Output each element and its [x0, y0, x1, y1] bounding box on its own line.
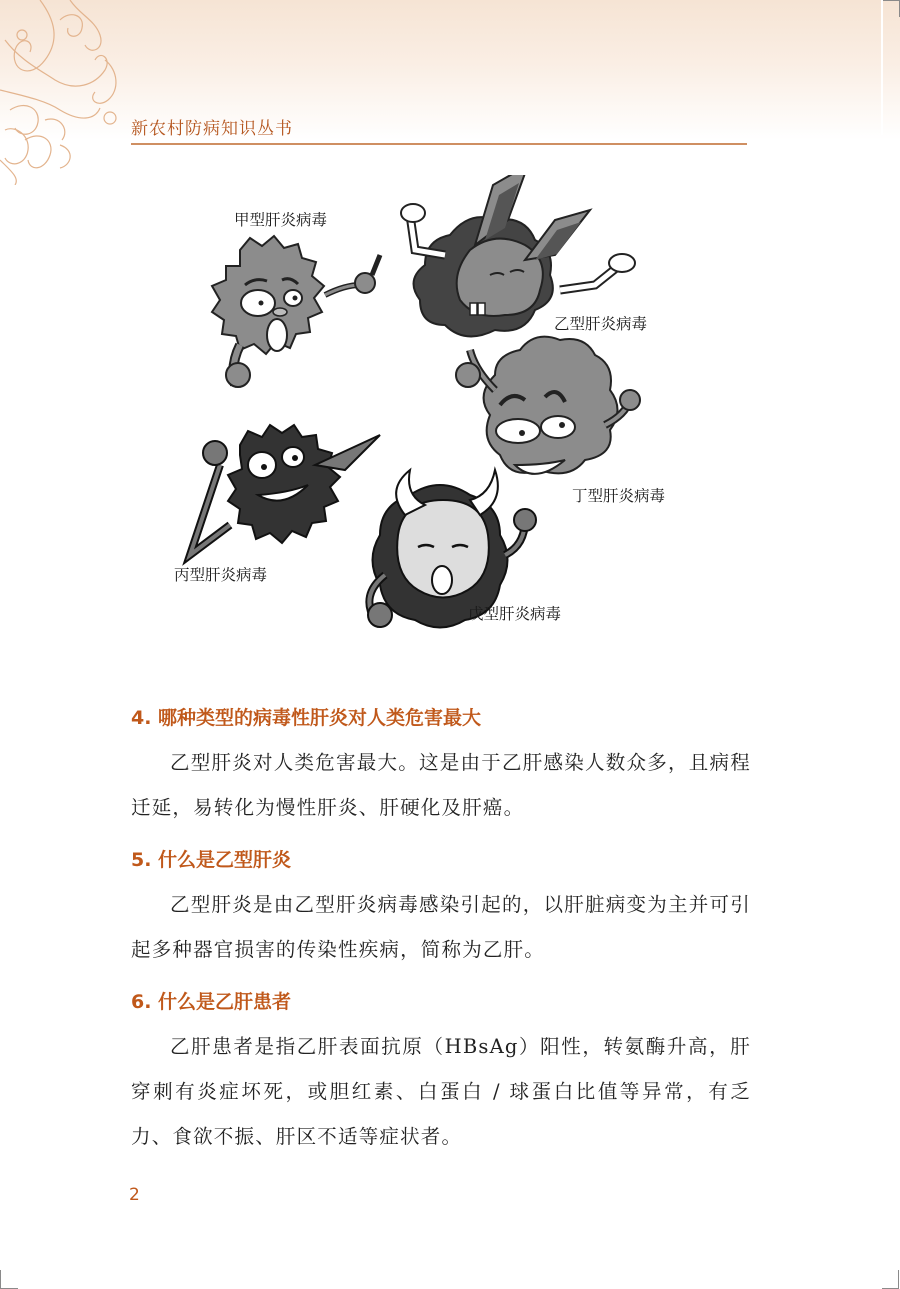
section-heading-6: 6. 什么是乙肝患者 — [131, 991, 292, 1013]
crop-mark — [883, 0, 900, 1]
section-body-5: 乙型肝炎是由乙型肝炎病毒感染引起的，以肝脏病变为主并可引起多种器官损害的传染性疾病，简称为乙肝。 — [131, 893, 751, 961]
section-heading-4: 4. 哪种类型的病毒性肝炎对人类危害最大 — [131, 707, 482, 729]
running-header: 新农村防病知识丛书 — [131, 119, 293, 139]
hdv-virus-character — [456, 337, 640, 474]
header-rule — [131, 143, 747, 145]
label-hav: 甲型肝炎病毒 — [234, 211, 328, 229]
label-hcv: 丙型肝炎病毒 — [174, 566, 268, 584]
label-hbv: 乙型肝炎病毒 — [554, 315, 648, 333]
floral-ornament-icon — [0, 0, 125, 185]
crop-mark — [0, 1270, 1, 1289]
section-body-4: 乙型肝炎对人类危害最大。这是由于乙肝感染人数众多，且病程迁延，易转化为慢性肝炎、肝硬化及肝癌。 — [131, 751, 751, 819]
hepatitis-virus-illustration — [150, 175, 710, 645]
label-hdv: 丁型肝炎病毒 — [572, 487, 666, 505]
page-number: 2 — [129, 1185, 140, 1205]
hcv-virus-character — [190, 425, 380, 555]
section-heading-5: 5. 什么是乙型肝炎 — [131, 849, 292, 871]
crop-mark — [898, 1270, 899, 1289]
label-hev: 戊型肝炎病毒 — [468, 605, 562, 623]
hav-virus-character — [212, 236, 380, 387]
page-edge-line — [881, 0, 883, 135]
section-body-6: 乙肝患者是指乙肝表面抗原（HBsAg）阳性，转氨酶升高，肝穿刺有炎症坏死，或胆红素、白蛋白 / 球蛋白比值等异常，有乏力、食欲不振、肝区不适等症状者。 — [131, 1035, 751, 1148]
